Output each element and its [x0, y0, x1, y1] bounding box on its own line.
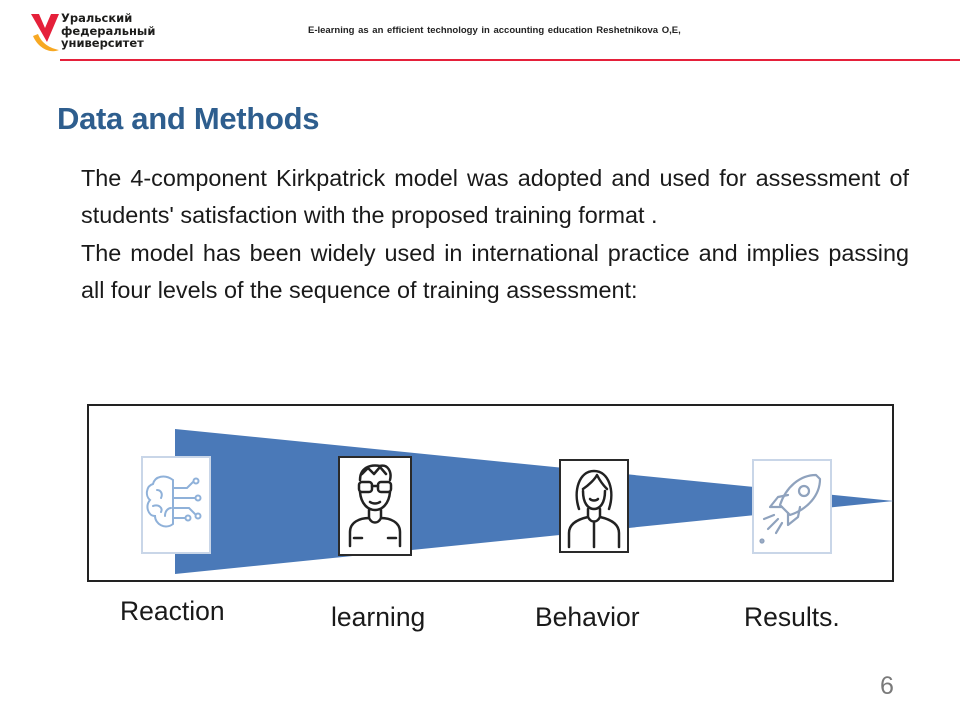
level-label-reaction: Reaction [120, 596, 225, 626]
level-label-learning: learning [331, 602, 426, 632]
level-label-results: Results. [744, 602, 840, 632]
paragraph: The 4-component Kirkpatrick model was adopted and used for assessment of students' satisfaction with the proposed training format . [81, 165, 909, 228]
slide-title: Data and Methods [57, 101, 320, 136]
brain-circuit-icon [141, 456, 211, 554]
level-label-behavior: Behavior [535, 602, 640, 632]
body-text [81, 160, 909, 309]
page-number: 6 [880, 672, 894, 700]
university-logo [30, 12, 170, 56]
woman-icon [559, 459, 629, 553]
student-icon [338, 456, 412, 556]
logo-text: Уральский федеральный университет [61, 11, 156, 50]
logo-mark-icon [30, 12, 60, 56]
header-title: E-learning as an efficient technology in accounting education Reshetnikova O,E, [308, 25, 681, 36]
rocket-icon [752, 459, 832, 554]
paragraph: The model has been widely used in international practice and implies passing all four levels of the sequence of training assessment: [81, 240, 909, 303]
kirkpatrick-diagram [87, 404, 894, 582]
header-divider [60, 59, 960, 61]
